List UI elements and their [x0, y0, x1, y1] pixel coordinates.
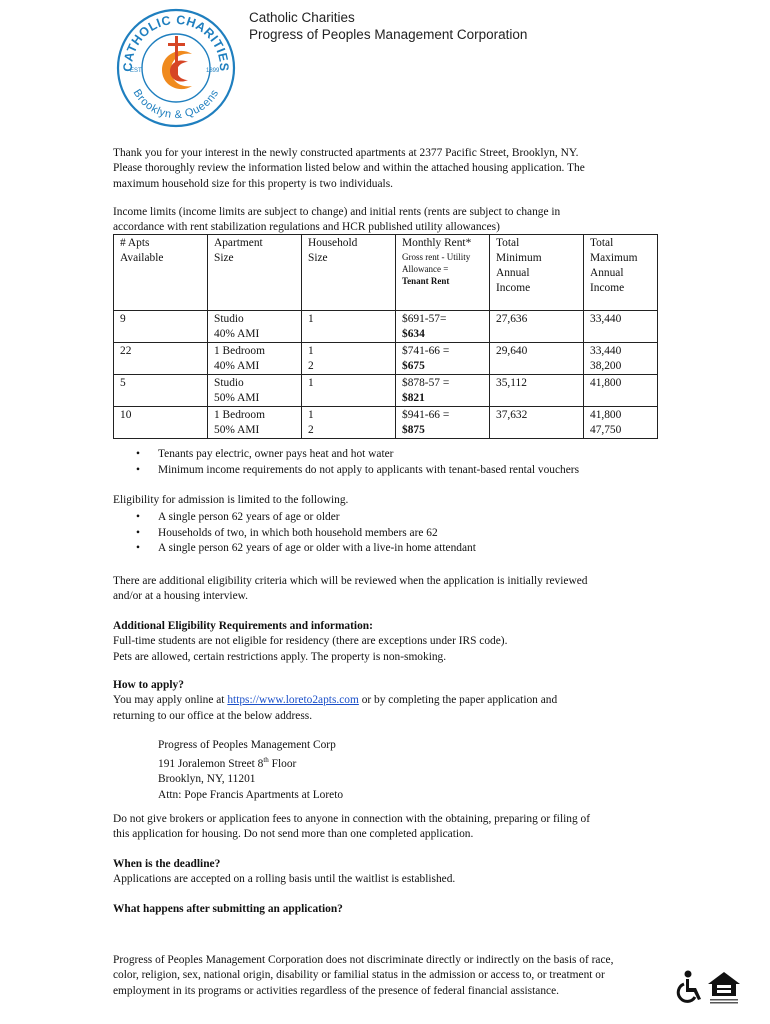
fees-warning: Do not give brokers or application fees to anyone in connection with the obtaining, preparing or filing of this application for housing. Do not send more than one completed application.: [113, 813, 591, 841]
cell-household: 1: [302, 375, 396, 407]
apply-online-link[interactable]: https://www.loreto2apts.com: [227, 694, 359, 707]
eligibility-list: [113, 510, 476, 557]
mailing-address: Progress of Peoples Management Corp 191 Joralemon Street 8th Floor Brooklyn, NY, 11201 Attn: Pope Francis Apartments at Loreto: [158, 739, 344, 801]
section-heading: What happens after submitting an application?: [113, 903, 343, 915]
limits-line: Income limits (income limits are subject to change) and initial rents (rents are subject to change in: [113, 206, 561, 218]
header-min-income: Total Minimum Annual Income: [490, 235, 584, 311]
cell-size: 1 Bedroom 50% AMI: [208, 407, 302, 439]
cell-rent: $691-57= $634: [396, 311, 490, 343]
org-name: Catholic Charities: [249, 10, 355, 25]
additional-requirements: Additional Eligibility Requirements and information: Full-time students are not eligible for residency (there are exceptions under IRS code). Pets are allowed, certain restrictions apply. The property is non-smoking.: [113, 619, 673, 665]
cell-household: 1 2: [302, 343, 396, 375]
cell-rent: $941-66 = $875: [396, 407, 490, 439]
cell-max-income: 33,440: [584, 311, 658, 343]
header-rent: Monthly Rent* Gross rent - Utility Allowance = Tenant Rent: [396, 235, 490, 311]
company-name: Progress of Peoples Management Corporation: [249, 27, 528, 42]
income-limits-intro: [113, 205, 673, 236]
how-to-apply: How to apply? You may apply online at https://www.loreto2apts.com or by completing the paper application and returning to our office at the below address.: [113, 678, 673, 724]
cell-min-income: 37,632: [490, 407, 584, 439]
cell-min-income: 29,640: [490, 343, 584, 375]
logo-ring-top-text: CATHOLIC CHARITIES: [120, 12, 232, 72]
additional-criteria-paragraph: There are additional eligibility criteria which will be reviewed when the application is initially reviewed and/or at a housing interview.: [113, 575, 588, 603]
catholic-charities-logo: [114, 6, 238, 130]
header-max-income: Total Maximum Annual Income: [584, 235, 658, 311]
header-household: Household Size: [302, 235, 396, 311]
cell-rent: $741-66 = $675: [396, 343, 490, 375]
cell-max-income: 41,800 47,750: [584, 407, 658, 439]
notes-list: [113, 447, 579, 478]
table-header-row: [114, 235, 658, 311]
section-heading: Additional Eligibility Requirements and information:: [113, 620, 373, 632]
list-item: • Tenants pay electric, owner pays heat and hot water: [136, 448, 394, 460]
after-submission-section: [113, 902, 673, 917]
intro-line: Please thoroughly review the information listed below and within the attached housing application. The: [113, 162, 585, 175]
table-row: [114, 343, 658, 375]
cell-apts: 5: [114, 375, 208, 407]
limits-line: accordance with rent stabilization regulations and HCR published utility allowances): [113, 221, 500, 234]
cell-size: Studio 40% AMI: [208, 311, 302, 343]
intro-line: maximum household size for this property is two individuals.: [113, 177, 393, 190]
cell-apts: 10: [114, 407, 208, 439]
deadline-section: When is the deadline? Applications are accepted on a rolling basis until the waitlist is established.: [113, 857, 673, 888]
cell-rent: $878-57 = $821: [396, 375, 490, 407]
list-item: • Minimum income requirements do not apply to applicants with tenant-based rental vouchers: [136, 463, 580, 476]
cell-min-income: 27,636: [490, 311, 584, 343]
cell-apts: 22: [114, 343, 208, 375]
table-row: [114, 407, 658, 439]
nondiscrimination-statement: Progress of Peoples Management Corporation does not discriminate directly or indirectly on the basis of race, color, religion, sex, national origin, disability or familial status in the admission or access to, or treatment or employment in its programs or activities regardless of the presence of federal financial assistance.: [113, 954, 614, 997]
accessibility-icon: [676, 970, 706, 1006]
cell-size: 1 Bedroom 40% AMI: [208, 343, 302, 375]
table-row: [114, 311, 658, 343]
eligibility-intro: Eligibility for admission is limited to the following.: [113, 494, 349, 506]
logo-year-text: 1899: [206, 68, 220, 74]
section-heading: How to apply?: [113, 679, 184, 691]
cell-max-income: 33,440 38,200: [584, 343, 658, 375]
logo-seal: [114, 6, 238, 130]
rent-table: [113, 234, 658, 439]
list-item: • A single person 62 years of age or older: [136, 511, 340, 523]
cell-max-income: 41,800: [584, 375, 658, 407]
header-size: Apartment Size: [208, 235, 302, 311]
list-item: • A single person 62 years of age or older with a live-in home attendant: [136, 542, 476, 554]
cell-min-income: 35,112: [490, 375, 584, 407]
section-heading: When is the deadline?: [113, 858, 221, 870]
table-row: [114, 375, 658, 407]
letterhead: [249, 10, 527, 42]
logo-ring-bottom-text: Brooklyn & Queens: [130, 87, 222, 122]
cell-household: 1 2: [302, 407, 396, 439]
cell-apts: 9: [114, 311, 208, 343]
logo-est-text: EST.: [130, 68, 143, 74]
intro-paragraph: [113, 146, 673, 192]
header-apts: # Apts Available: [114, 235, 208, 311]
list-item: • Households of two, in which both household members are 62: [136, 526, 438, 539]
equal-housing-icon: [706, 970, 742, 1006]
cell-household: 1: [302, 311, 396, 343]
intro-line: Thank you for your interest in the newly constructed apartments at 2377 Pacific Street, Brooklyn, NY.: [113, 147, 579, 159]
flame-cross-icon: [162, 36, 192, 89]
cell-size: Studio 50% AMI: [208, 375, 302, 407]
